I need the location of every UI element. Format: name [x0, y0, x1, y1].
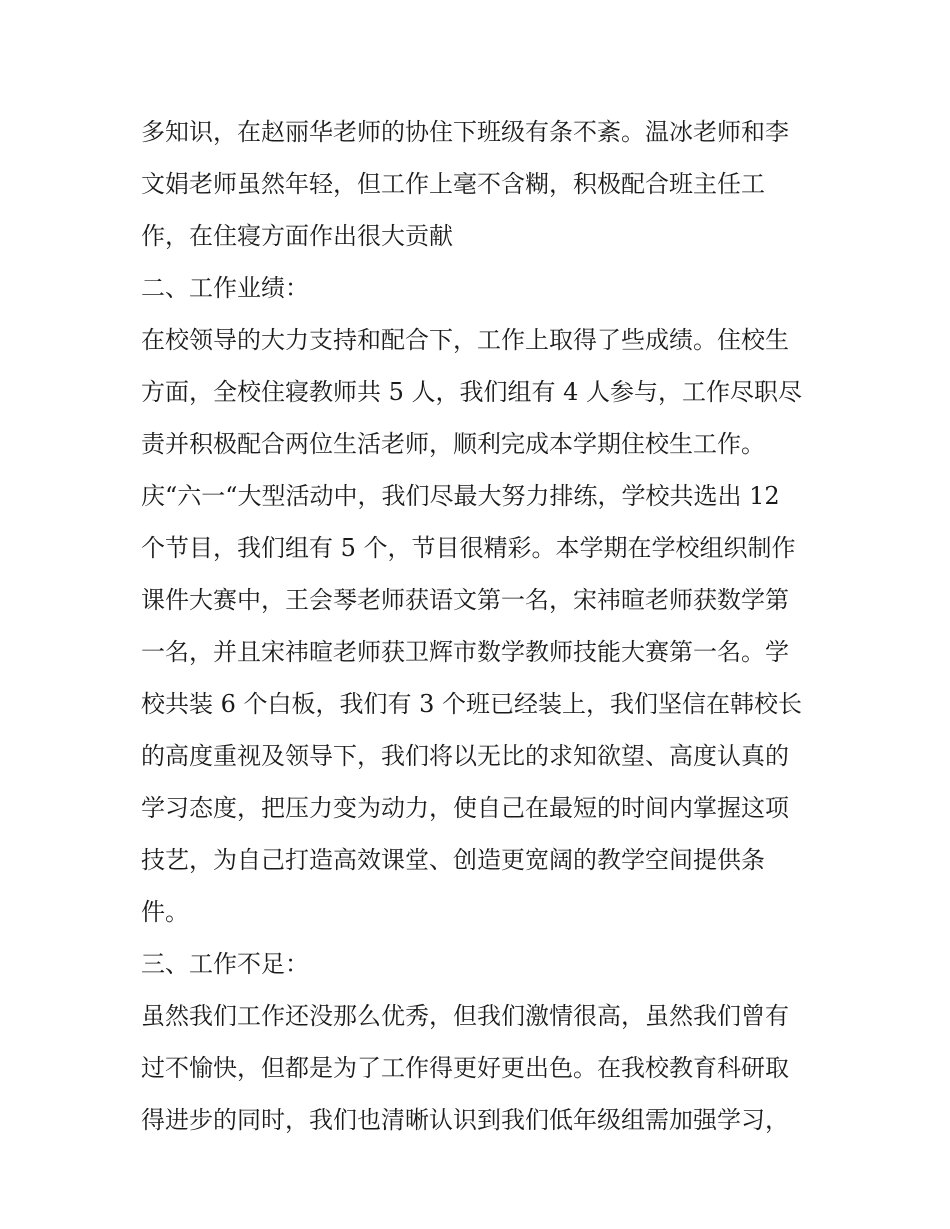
text-line: 方面，全校住寝教师共 5 人，我们组有 4 人参与，工作尽职尽 [141, 378, 803, 406]
text-line: 得进步的同时，我们也清晰认识到我们低年级组需加强学习， [141, 1106, 789, 1134]
document-page [141, 106, 821, 1146]
section-heading: 三、工作不足： [141, 950, 309, 978]
text-line: 文娟老师虽然年轻，但工作上毫不含糊，积极配合班主任工 [141, 170, 765, 198]
text-line: 庆“六一“大型活动中，我们尽最大努力排练，学校共选出 12 [141, 482, 780, 510]
text-line: 虽然我们工作还没那么优秀，但我们激情很高，虽然我们曾有 [141, 1002, 789, 1030]
section-heading: 二、工作业绩： [141, 274, 309, 302]
text-line: 个节目，我们组有 5 个，节目很精彩。本学期在学校组织制作 [141, 534, 796, 562]
text-line: 作，在住寝方面作出很大贡献 [141, 222, 453, 250]
text-line: 技艺，为自己打造高效课堂、创造更宽阔的教学空间提供条 [141, 846, 765, 874]
text-line: 的高度重视及领导下，我们将以无比的求知欲望、高度认真的 [141, 742, 789, 770]
text-line: 过不愉快，但都是为了工作得更好更出色。在我校教育科研取 [141, 1054, 789, 1082]
text-line: 校共装 6 个白板，我们有 3 个班已经装上，我们坚信在韩校长 [141, 690, 803, 718]
text-line: 学习态度，把压力变为动力，使自己在最短的时间内掌握这项 [141, 794, 789, 822]
text-line: 件。 [141, 898, 189, 926]
text-line: 课件大赛中，王会琴老师获语文第一名，宋祎暄老师获数学第 [141, 586, 789, 614]
text-line: 在校领导的大力支持和配合下，工作上取得了些成绩。住校生 [141, 326, 789, 354]
text-line: 多知识，在赵丽华老师的协住下班级有条不紊。温冰老师和李 [141, 118, 789, 146]
text-line: 一名，并且宋祎暄老师获卫辉市数学教师技能大赛第一名。学 [141, 638, 789, 666]
text-line: 责并积极配合两位生活老师，顺利完成本学期住校生工作。 [141, 430, 765, 458]
